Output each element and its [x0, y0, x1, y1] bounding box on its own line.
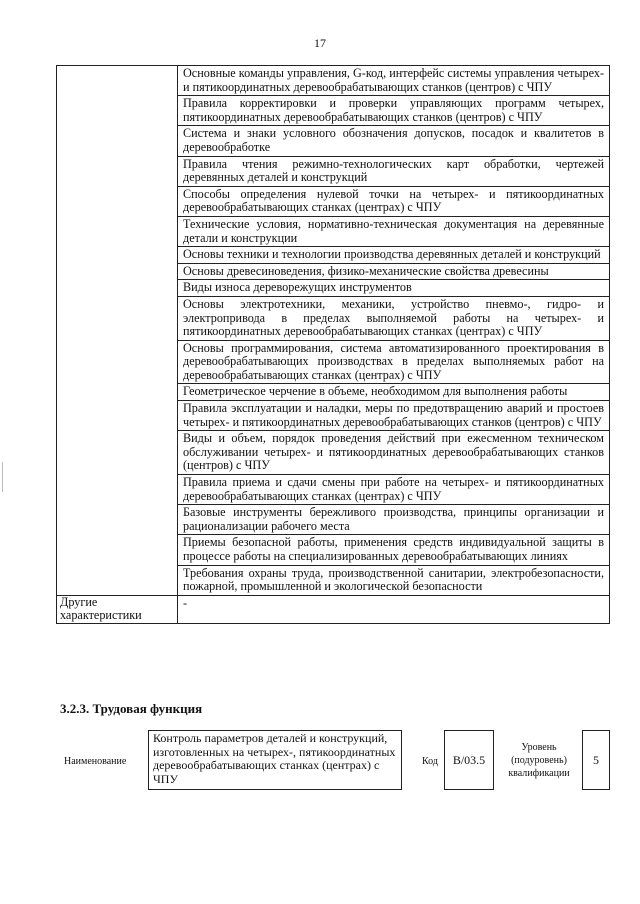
qualification-level-value: 5 [582, 730, 610, 790]
qualification-level-label: Уровень (подуровень) квалификации [508, 742, 570, 779]
knowledge-item: Технические условия, нормативно-техническая документация на деревянные детали и конструкции [178, 216, 610, 246]
knowledge-item: Основы техники и технологии производства деревянных деталей и конструкций [178, 247, 610, 264]
labor-function-block [56, 726, 610, 798]
function-code-label: Код [422, 756, 438, 767]
knowledge-item: Геометрическое черчение в объеме, необходимом для выполнения работы [178, 384, 610, 401]
knowledge-table [56, 65, 610, 624]
other-characteristics-value: - [178, 595, 610, 623]
knowledge-table-body [57, 66, 610, 596]
knowledge-item: Основы древесиноведения, физико-механические свойства древесины [178, 263, 610, 280]
knowledge-item: Виды износа дереворежущих инструментов [178, 280, 610, 297]
margin-mark [2, 462, 3, 492]
knowledge-item: Требования охраны труда, производственной санитарии, электробезопасности, пожарной, промышленной и экологической безопасности [178, 565, 610, 595]
knowledge-item: Основы электротехники, механики, устройство пневмо-, гидро- и электропривода в пределах выполняемой работы на четырех- и пятикоординатных деревообрабатывающих станках (центрах) с ЧПУ [178, 296, 610, 340]
knowledge-item: Правила приема и сдачи смены при работе на четырех- и пятикоординатных деревообрабатывающих станках (центрах) с ЧПУ [178, 475, 610, 505]
knowledge-item: Приемы безопасной работы, применения средств индивидуальной защиты в процессе работы на специализированных деревообрабатывающих линиях [178, 535, 610, 565]
function-code-value: B/03.5 [444, 730, 494, 790]
knowledge-item: Способы определения нулевой точки на четырех- и пятикоординатных деревообрабатывающих станках (центрах) с ЧПУ [178, 186, 610, 216]
knowledge-item: Базовые инструменты бережливого производства, принципы организации и рационализации рабочего места [178, 505, 610, 535]
knowledge-item: Основы программирования, система автоматизированного проектирования в деревообрабатывающих производствах в пределах выполняемых работ на деревообрабатывающих станках (центрах) с ЧПУ [178, 340, 610, 384]
knowledge-label-cell [57, 66, 178, 596]
knowledge-item: Правила чтения режимно-технологических карт обработки, чертежей деревянных деталей и конструкций [178, 156, 610, 186]
knowledge-item: Система и знаки условного обозначения допусков, посадок и квалитетов в деревообработке [178, 126, 610, 156]
function-name-value: Контроль параметров деталей и конструкций, изготовленных на четырех-, пятикоординатных деревообрабатывающих станках (центрах) с ЧПУ [148, 730, 402, 790]
knowledge-item: Правила эксплуатации и наладки, меры по предотвращению аварий и простоев четырех- и пятикоординатных деревообрабатывающих станков (центров) с ЧПУ [178, 401, 610, 431]
function-name-label: Наименование [64, 756, 127, 767]
knowledge-item: Правила корректировки и проверки управляющих программ четырех, пятикоординатных деревообрабатывающих станков (центров) с ЧПУ [178, 96, 610, 126]
knowledge-item: Основные команды управления, G-код, интерфейс системы управления четырех- и пятикоординатных деревообрабатывающих станков (центров) с ЧПУ [178, 66, 610, 96]
other-characteristics-label: Другие характеристики [57, 595, 178, 623]
section-title: 3.2.3. Трудовая функция [60, 701, 203, 716]
page-number: 17 [314, 36, 326, 50]
knowledge-item: Виды и объем, порядок проведения действий при ежесменном техническом обслуживании четырех- и пятикоординатных деревообрабатывающих станков (центров) с ЧПУ [178, 431, 610, 475]
table-row [57, 66, 610, 96]
other-characteristics-row [57, 595, 610, 623]
